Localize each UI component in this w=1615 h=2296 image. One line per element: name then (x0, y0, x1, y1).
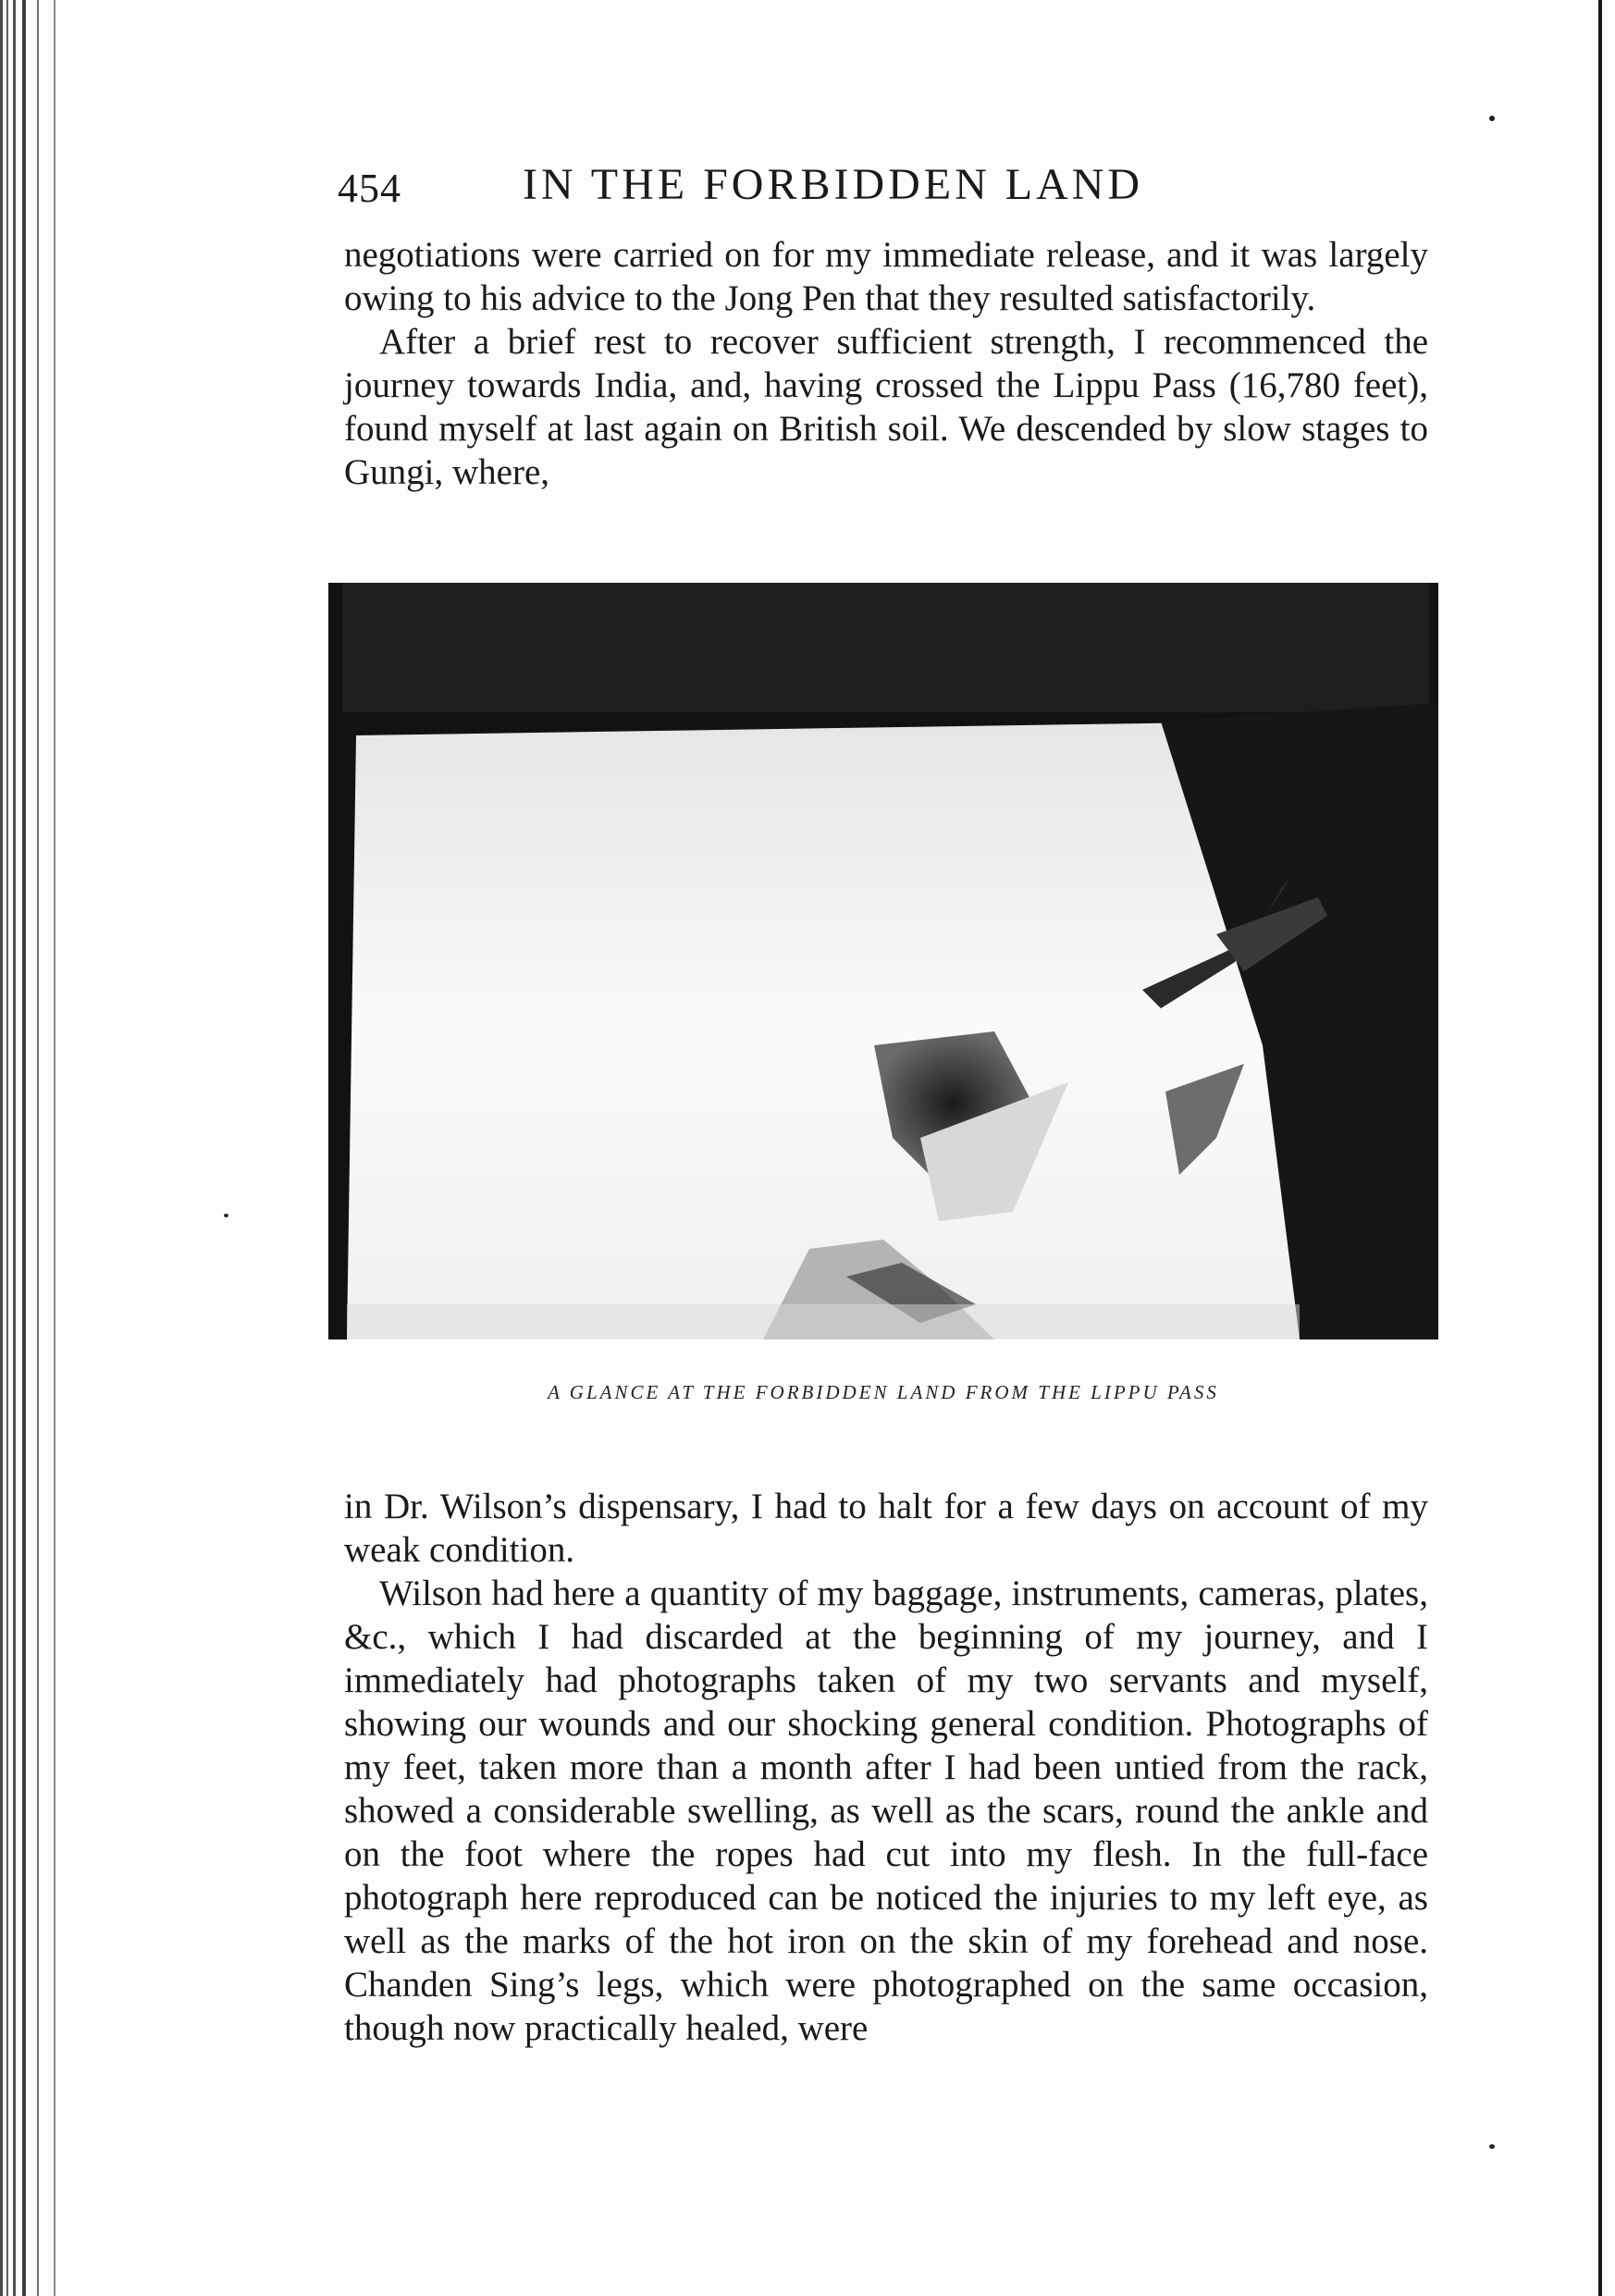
paragraph: negotiations were carried on for my immediate release, and it was largely owing to his advice to the Jong Pen that they resulted satisfactorily. (344, 235, 1428, 318)
photo-illustration (328, 583, 1438, 1339)
landscape-photograph (328, 583, 1438, 1339)
scan-speck (224, 1214, 228, 1217)
body-text-top (344, 233, 1428, 494)
scan-speck (1489, 116, 1495, 121)
running-header (338, 159, 1263, 215)
book-binding-edge (0, 0, 83, 2296)
figure-caption: A GLANCE AT THE FORBIDDEN LAND FROM THE LIPPU PASS (548, 1381, 1219, 1403)
paragraph: in Dr. Wilson’s dispensary, I had to halt for a few days on account of my weak condition. (344, 1487, 1428, 1570)
page-number: 454 (338, 166, 401, 211)
scan-speck (1489, 2144, 1495, 2149)
paragraph: After a brief rest to recover sufficient strength, I recommenced the journey towards India, and, having crossed the Lippu Pass (16,780 feet), found myself at last again on British soil. We descended by slow stages to Gungi, where, (344, 322, 1428, 492)
paragraph: Wilson had here a quantity of my baggage, instruments, cameras, plates, &c., which I had discarded at the beginning of my journey, and I immediately had photographs taken of my two servants and myself, showing our wounds and our shocking general condition. Photographs of my feet, taken more than a month after I had been untied from the rack, showed a considerable swelling, as well as the scars, round the ankle and on the foot where the ropes had cut into my flesh. In the full-face photograph here reproduced can be noticed the injuries to my left eye, as well as the marks of the hot iron on the skin of my forehead and nose. Chanden Sing’s legs, which were photographed on the same occasion, though now practically healed, were (344, 1574, 1428, 2048)
page-right-edge (1598, 0, 1602, 2296)
body-text-bottom (344, 1485, 1428, 2050)
running-title: IN THE FORBIDDEN LAND (523, 160, 1144, 209)
